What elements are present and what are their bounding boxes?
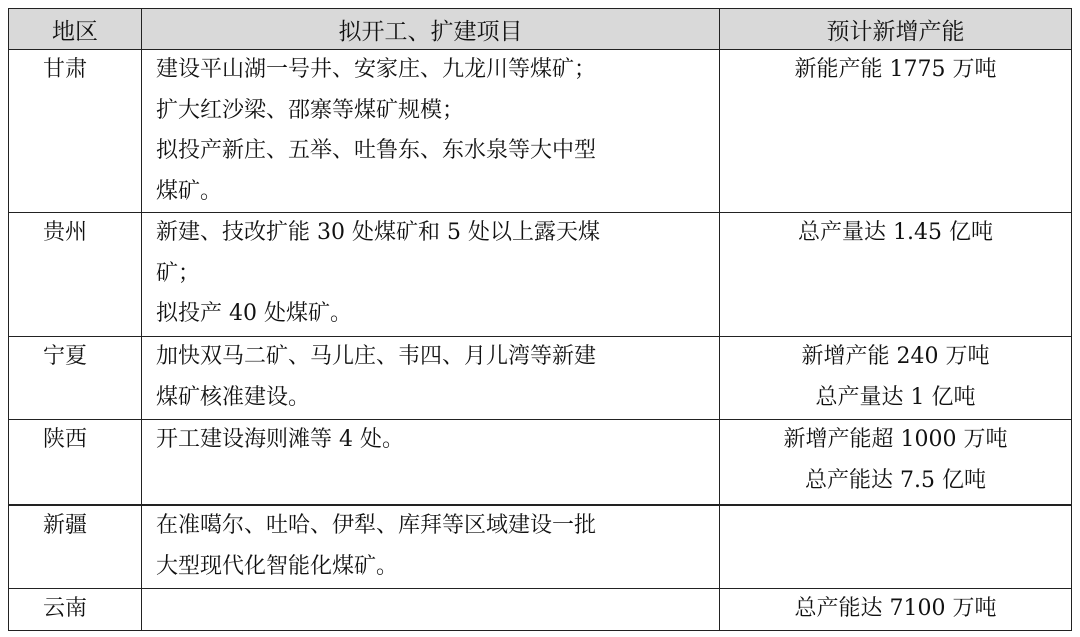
projects-cell xyxy=(142,420,720,506)
project-line: 开工建设海则滩等 4 处。 xyxy=(156,427,404,452)
coal-capacity-table xyxy=(8,8,1072,631)
project-line: 新建、技改扩能 30 处煤矿和 5 处以上露天煤 xyxy=(156,220,600,245)
capacity-cell xyxy=(720,337,1072,420)
region-cell: 云南 xyxy=(9,589,142,631)
capacity-cell xyxy=(720,213,1072,337)
projects-cell xyxy=(142,337,720,420)
project-line: 拟投产新庄、五举、吐鲁东、东水泉等大中型 xyxy=(156,138,597,163)
table-row xyxy=(9,337,1072,420)
project-line: 矿； xyxy=(156,260,201,286)
projects-cell xyxy=(142,213,720,337)
region-cell: 甘肃 xyxy=(9,50,142,213)
capacity-line: 总产量达 1 亿吨 xyxy=(815,384,976,410)
region-cell: 贵州 xyxy=(9,213,142,337)
table-header-row xyxy=(9,9,1072,50)
table-row xyxy=(9,505,1072,589)
capacity-line: 新增产能超 1000 万吨 xyxy=(783,427,1008,452)
projects-cell xyxy=(142,50,720,213)
capacity-cell xyxy=(720,50,1072,213)
table-row xyxy=(9,420,1072,506)
table-row xyxy=(9,589,1072,631)
header-region: 地区 xyxy=(9,9,142,50)
table-row xyxy=(9,50,1072,213)
capacity-cell xyxy=(720,505,1072,589)
capacity-line: 新增产能 240 万吨 xyxy=(801,344,990,369)
project-line: 扩大红沙梁、邵寨等煤矿规模； xyxy=(156,97,465,123)
project-line: 在准噶尔、吐哈、伊犁、库拜等区域建设一批 xyxy=(156,513,597,538)
region-cell: 陕西 xyxy=(9,420,142,506)
capacity-line: 总产能达 7.5 亿吨 xyxy=(805,467,986,493)
project-line: 煤矿核准建设。 xyxy=(156,384,311,410)
capacity-line: 总产能达 7100 万吨 xyxy=(794,596,997,621)
capacity-cell xyxy=(720,589,1072,631)
projects-cell xyxy=(142,505,720,589)
project-line: 建设平山湖一号井、安家庄、九龙川等煤矿； xyxy=(156,57,597,82)
projects-cell xyxy=(142,589,720,631)
project-line: 大型现代化智能化煤矿。 xyxy=(156,553,399,579)
project-line: 煤矿。 xyxy=(156,178,223,204)
project-line: 拟投产 40 处煤矿。 xyxy=(156,301,352,326)
project-line: 加快双马二矿、马儿庄、韦四、月儿湾等新建 xyxy=(156,344,597,369)
region-cell: 新疆 xyxy=(9,505,142,589)
capacity-cell xyxy=(720,420,1072,506)
table-row xyxy=(9,213,1072,337)
header-capacity: 预计新增产能 xyxy=(720,9,1072,50)
capacity-line: 总产量达 1.45 亿吨 xyxy=(798,220,993,245)
region-cell: 宁夏 xyxy=(9,337,142,420)
capacity-line: 新能产能 1775 万吨 xyxy=(794,57,997,82)
header-projects: 拟开工、扩建项目 xyxy=(142,9,720,50)
